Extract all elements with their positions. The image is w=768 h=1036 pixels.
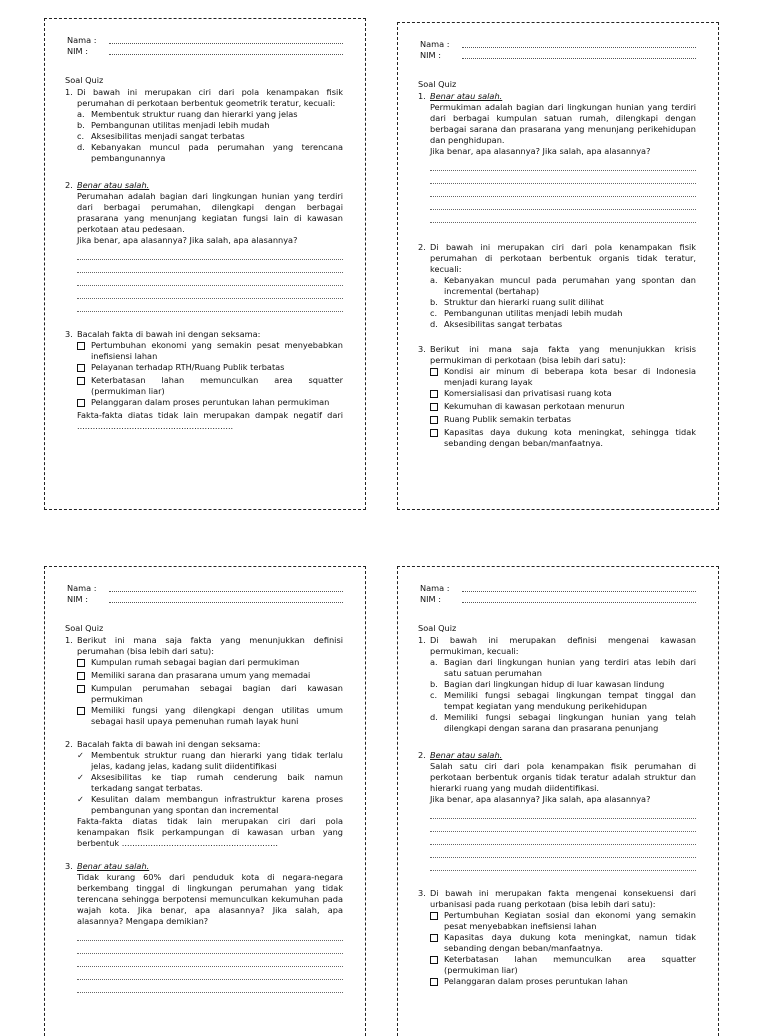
answer-lines[interactable] [77, 250, 343, 312]
option-c[interactable]: c. Pembangunan utilitas menjadi lebih mudah [430, 308, 623, 318]
quiz-title: Soal Quiz [65, 623, 104, 633]
name-label: Nama : [67, 583, 97, 593]
question-1 [418, 635, 696, 734]
nim-field[interactable] [462, 594, 696, 603]
quiz-card-2 [397, 22, 719, 510]
question-2 [418, 242, 696, 330]
checkbox-icon[interactable] [430, 910, 444, 932]
checkbox-icon[interactable] [77, 340, 91, 362]
option-b[interactable]: b. Pembangunan utilitas menjadi lebih mudah [77, 120, 270, 130]
checkbox-option[interactable]: Keterbatasan lahan memunculkan area squatter (permukiman liar) [430, 954, 696, 976]
checkbox-option[interactable]: Komersialisasi dan privatisasi ruang kota [430, 388, 696, 401]
name-row [420, 583, 696, 594]
option-a[interactable]: a. Kebanyakan muncul pada perumahan yang spontan dan incremental (bertahap) [430, 275, 696, 296]
name-row [420, 39, 696, 50]
question-1 [65, 87, 343, 164]
nim-field[interactable] [462, 50, 696, 59]
checkbox-option[interactable]: Pertumbuhan ekonomi yang semakin pesat menyebabkan inefisiensi lahan [77, 340, 343, 362]
question-3 [418, 344, 696, 449]
nim-row [67, 46, 343, 57]
question-prompt: Jika benar, apa alasannya? Jika salah, apa alasannya? [430, 146, 651, 156]
question-2 [65, 739, 343, 849]
checkbox-option[interactable]: Pelayanan terhadap RTH/Ruang Publik terbatas [77, 362, 343, 375]
checkbox-option[interactable]: Pertumbuhan Kegiatan sosial dan ekonomi yang semakin pesat menyebabkan inefisiensi lahan [430, 910, 696, 932]
name-label: Nama : [67, 35, 97, 45]
quiz-card-3 [44, 566, 366, 1036]
question-footer: Fakta-fakta diatas tidak lain merupakan dampak negatif dari ............................................................ [77, 410, 343, 431]
true-false-heading: Benar atau salah. [430, 91, 503, 101]
question-footer: Fakta-fakta diatas tidak lain merupakan ciri dari pola kenampakan fisik perkampungan di kawasan urban yang berbentuk ............................................................ [77, 816, 343, 848]
quiz-title: Soal Quiz [418, 79, 457, 89]
checkbox-icon[interactable] [430, 366, 444, 388]
check-item: ✓ Aksesibilitas ke tiap rumah cenderung baik namun terkadang sangat terbatas. [77, 772, 343, 793]
nim-row [67, 594, 343, 605]
option-a[interactable]: a. Membentuk struktur ruang dan hierarki yang jelas [77, 109, 298, 119]
checkbox-option[interactable]: Kapasitas daya dukung kota meningkat, sehingga tidak sebanding dengan beban/manfaatnya. [430, 427, 696, 449]
checkmark-icon: ✓ [77, 794, 84, 804]
checkbox-icon[interactable] [430, 976, 444, 989]
checkbox-icon[interactable] [77, 397, 91, 410]
check-item: ✓ Kesulitan dalam membangun infrastruktur karena proses pembangunan yang spontan dan incremental [77, 794, 343, 815]
option-a[interactable]: a. Bagian dari lingkungan hunian yang terdiri atas lebih dari satu satuan perumahan [430, 657, 696, 678]
question-text: Bacalah fakta di bawah ini dengan seksama: [77, 329, 261, 339]
name-field[interactable] [109, 583, 343, 592]
checkbox-option[interactable]: Pelanggaran dalam proses peruntukan lahan [430, 976, 696, 989]
name-label: Nama : [420, 39, 450, 49]
checkbox-option[interactable]: Keterbatasan lahan memunculkan area squatter (permukiman liar) [77, 375, 343, 397]
question-number: 1. [418, 635, 426, 645]
true-false-heading: Benar atau salah. [77, 180, 150, 190]
question-number: 3. [65, 329, 73, 339]
checkbox-option[interactable]: Pelanggaran dalam proses peruntukan lahan permukiman [77, 397, 343, 410]
question-text: Bacalah fakta di bawah ini dengan seksama: [77, 739, 261, 749]
checkbox-option[interactable]: Kekumuhan di kawasan perkotaan menurun [430, 401, 696, 414]
checkmark-icon: ✓ [77, 772, 84, 782]
checkmark-icon: ✓ [77, 750, 84, 760]
checkbox-icon[interactable] [77, 375, 91, 397]
checkbox-icon[interactable] [430, 401, 444, 414]
question-1 [65, 635, 343, 727]
nim-label: NIM : [420, 50, 441, 60]
option-d[interactable]: d. Kebanyakan muncul pada perumahan yang terencana pembangunannya [77, 142, 343, 163]
question-2 [418, 750, 696, 874]
check-item: ✓ Membentuk struktur ruang dan hierarki yang tidak terlalu jelas, kadang jelas, kadang sulit diidentifikasi [77, 750, 343, 771]
question-number: 2. [65, 180, 73, 190]
checkbox-icon[interactable] [430, 954, 444, 976]
question-number: 1. [418, 91, 426, 101]
name-field[interactable] [462, 583, 696, 592]
checkbox-icon[interactable] [77, 657, 91, 670]
name-row [67, 583, 343, 594]
question-text: Di bawah ini merupakan definisi mengenai kawasan permukiman, kecuali: [430, 635, 696, 656]
name-row [67, 35, 343, 46]
option-b[interactable]: b. Bagian dari lingkungan hidup di luar kawasan lindung [430, 679, 665, 689]
question-text: Tidak kurang 60% dari penduduk kota di negara-negara berkembang tinggal di lingkungan perumahan yang tidak terencana sehingga berpotensi memunculkan kekumuhan pada wajah kota. Jika benar, apa alasannya? Jika salah, apa alasannya? Mengapa demikian? [77, 872, 343, 926]
question-number: 1. [65, 87, 73, 97]
checkbox-icon[interactable] [430, 414, 444, 427]
answer-lines[interactable] [430, 161, 696, 223]
question-text: Di bawah ini merupakan fakta mengenai konsekuensi dari urbanisasi pada ruang perkotaan (bisa lebih dari satu): [430, 888, 696, 909]
question-3 [65, 329, 343, 432]
question-3 [65, 861, 343, 996]
checkbox-option[interactable]: Ruang Publik semakin terbatas [430, 414, 696, 427]
quiz-title: Soal Quiz [65, 75, 104, 85]
checkbox-icon[interactable] [430, 427, 444, 449]
nim-label: NIM : [67, 594, 88, 604]
option-b[interactable]: b. Struktur dan hierarki ruang sulit dilihat [430, 297, 604, 307]
checkbox-icon[interactable] [77, 670, 91, 683]
answer-lines[interactable] [430, 809, 696, 871]
nim-field[interactable] [109, 594, 343, 603]
quiz-card-1 [44, 18, 366, 510]
name-field[interactable] [462, 39, 696, 48]
option-c[interactable]: c. Memiliki fungsi sebagai lingkungan tempat tinggal dan tempat kegiatan yang mendukung perikehidupan [430, 690, 696, 711]
checkbox-option[interactable]: Kapasitas daya dukung kota meningkat, namun tidak sebanding dengan beban/manfaatnya. [430, 932, 696, 954]
question-text: Perumahan adalah bagian dari lingkungan hunian yang terdiri dari berbagai perumahan, dilengkapi dengan berbagai prasarana yang menunjang kegiatan fungsi lain di kawasan perkotaan atau pedesaan. [77, 191, 343, 234]
name-field[interactable] [109, 35, 343, 44]
checkbox-icon[interactable] [77, 362, 91, 375]
option-c[interactable]: c. Aksesibilitas menjadi sangat terbatas [77, 131, 245, 141]
question-prompt: Jika benar, apa alasannya? Jika salah, apa alasannya? [77, 235, 298, 245]
question-number: 3. [65, 861, 73, 871]
name-label: Nama : [420, 583, 450, 593]
option-d[interactable]: d. Memiliki fungsi sebagai lingkungan hunian yang telah dilengkapi dengan sarana dan prasarana penunjang [430, 712, 696, 733]
question-prompt: Jika benar, apa alasannya? Jika salah, apa alasannya? [430, 794, 651, 804]
question-text: Berikut ini mana saja fakta yang menunjukkan definisi perumahan (bisa lebih dari satu): [77, 635, 343, 656]
checkbox-icon[interactable] [430, 388, 444, 401]
nim-row [420, 594, 696, 605]
checkbox-option[interactable]: Kondisi air minum di beberapa kota besar di Indonesia menjadi kurang layak [430, 366, 696, 388]
question-text: Berikut ini mana saja fakta yang menunjukkan krisis permukiman di perkotaan (bisa lebih dari satu): [430, 344, 696, 365]
question-number: 1. [65, 635, 73, 645]
question-number: 2. [418, 750, 426, 760]
checkbox-option[interactable]: Memiliki sarana dan prasarana umum yang memadai [77, 670, 343, 683]
quiz-title: Soal Quiz [418, 623, 457, 633]
quiz-card-4 [397, 566, 719, 1036]
checkbox-icon[interactable] [430, 932, 444, 954]
question-text: Salah satu ciri dari pola kenampakan fisik perumahan di perkotaan berbentuk organis tidak teratur adalah struktur dan hierarki ruang yang mudah diidentifikasi. [430, 761, 696, 793]
question-2 [65, 180, 343, 315]
true-false-heading: Benar atau salah. [77, 861, 150, 871]
nim-label: NIM : [67, 46, 88, 56]
nim-field[interactable] [109, 46, 343, 55]
question-number: 2. [418, 242, 426, 252]
question-number: 3. [418, 888, 426, 898]
question-number: 3. [418, 344, 426, 354]
question-text: Permukiman adalah bagian dari lingkungan hunian yang terdiri dari berbagai kumpulan satuan rumah, dilengkapi dengan berbagai sarana dan prasarana yang menunjang perikehidupan dan penghidupan. [430, 102, 696, 145]
question-number: 2. [65, 739, 73, 749]
nim-label: NIM : [420, 594, 441, 604]
checkbox-option[interactable]: Kumpulan perumahan sebagai bagian dari kawasan permukiman [77, 683, 343, 705]
option-d[interactable]: d. Aksesibilitas sangat terbatas [430, 319, 563, 329]
checkbox-option[interactable]: Memiliki fungsi yang dilengkapi dengan utilitas umum sebagai hasil upaya pemenuhan rumah layak huni [77, 705, 343, 727]
question-text: Di bawah ini merupakan ciri dari pola kenampakan fisik perumahan di perkotaan berbentuk organis tidak teratur, kecuali: [430, 242, 696, 274]
checkbox-icon[interactable] [77, 683, 91, 705]
true-false-heading: Benar atau salah. [430, 750, 503, 760]
nim-row [420, 50, 696, 61]
question-text: Di bawah ini merupakan ciri dari pola kenampakan fisik perumahan di perkotaan berbentuk geometrik teratur, kecuali: [77, 87, 343, 108]
question-3 [418, 888, 696, 989]
answer-lines[interactable] [77, 931, 343, 993]
checkbox-icon[interactable] [77, 705, 91, 727]
question-1 [418, 91, 696, 226]
checkbox-option[interactable]: Kumpulan rumah sebagai bagian dari permukiman [77, 657, 343, 670]
